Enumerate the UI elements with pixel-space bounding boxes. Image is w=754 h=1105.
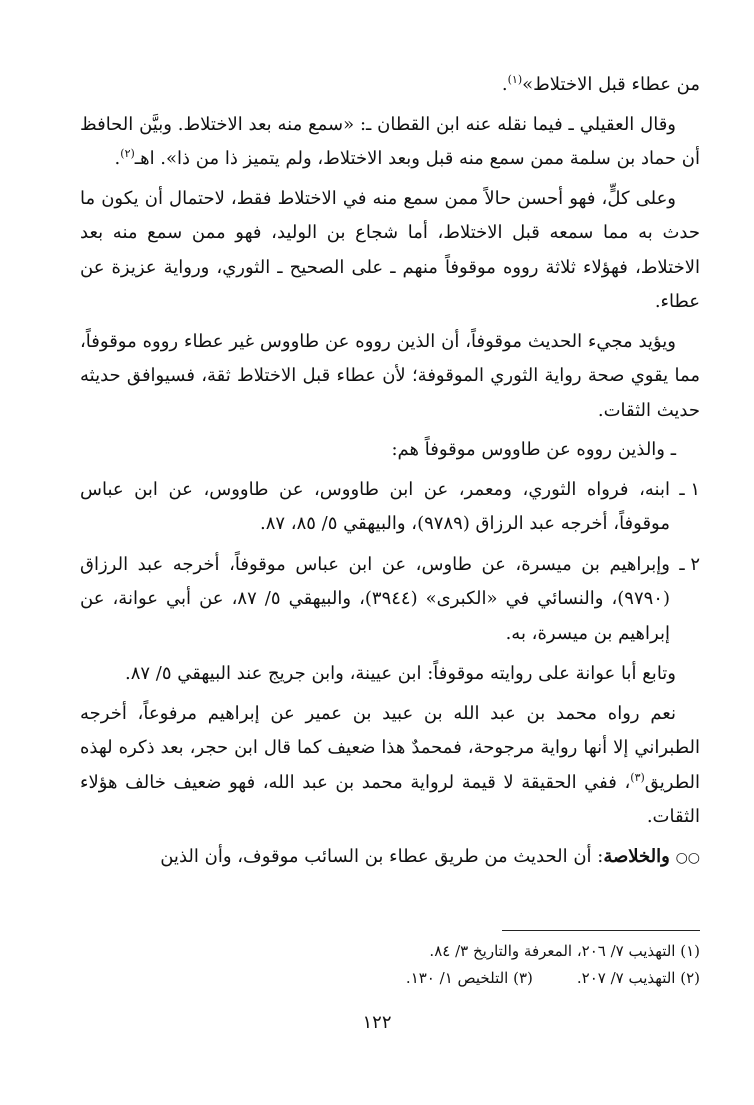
paragraph-7-text-a: نعم رواه محمد بن عبد الله بن عبيد بن عمير عن إبراهيم مرفوعاً، أخرجه الطبراني إلا أنها رواية مرجوحة، فمحمدٌ هذا ضعيف كما قال ابن حجر، بعد ذكره لهذه الطريق	[80, 702, 700, 793]
paragraph-3: وعلى كلٍّ، فهو أحسن حالاً ممن سمع منه في الاختلاط فقط، لاحتمال أن يكون ما حدث به مما سمعه قبل الاختلاط، أما شجاع بن الوليد، فهو ممن سمع منه بعد الاختلاط، فهؤلاء ثلاثة رووه موقوفاً منهم ـ على الصحيح ـ الثوري، ورواية عزيزة عن عطاء.	[80, 187, 701, 312]
paragraph-6: وتابع أبا عوانة على روايته موقوفاً: ابن عيينة، وابن جريج عند البيهقي ٥/ ٨٧.	[124, 663, 676, 684]
list-text: وإبراهيم بن ميسرة، عن طاوس، عن ابن عباس موقوفاً، أخرجه عبد الرزاق (٩٧٩٠)، والنسائي في «الكبرى» (٣٩٤٤)، والبيهقي ٥/ ٨٧، عن أبي عوانة، عن إبراهيم بن ميسرة، به.	[80, 553, 670, 644]
list-item	[80, 473, 700, 542]
footnote-divider	[502, 930, 700, 931]
summary-label: والخلاصة	[603, 845, 670, 867]
footnote-1: (١) التهذيب ٧/ ٢٠٦، المعرفة والتاريخ ٣/ ٨٤.	[429, 942, 700, 960]
paragraph-7	[80, 697, 700, 835]
footnote-ref-3[interactable]: (٣)	[630, 770, 645, 784]
paragraph-2-text: وقال العقيلي ـ فيما نقله عنه ابن القطان ـ: «سمع منه بعد الاختلاط. وبيَّن الحافظ أن حماد بن سلمة ممن سمع منه قبل وبعد الاختلاط، ولم يتميز ذا من ذا». اهـ	[80, 113, 700, 169]
list-text: ابنه، فرواه الثوري، ومعمر، عن ابن طاووس، عن طاووس، عن ابن عباس موقوفاً، أخرجه عبد الرزاق (٩٧٨٩)، والبيهقي ٥/ ٨٥، ٨٧.	[80, 478, 670, 534]
footnote-row	[80, 938, 700, 965]
main-text	[80, 68, 700, 880]
paragraph-2	[80, 108, 700, 177]
paragraph-8-text: : أن الحديث من طريق عطاء بن السائب موقوف، وأن الذين	[160, 845, 604, 867]
paragraph-1-tail: .	[501, 74, 508, 95]
paragraph-7-text-b: ، ففي الحقيقة لا قيمة لرواية محمد بن عبد الله، فهو ضعيف خالف هؤلاء الثقات.	[80, 771, 700, 827]
paragraph-1-text: من عطاء قبل الاختلاط»	[522, 74, 700, 95]
paragraph-2-tail: .	[114, 148, 121, 169]
footnotes	[80, 930, 700, 992]
paragraph-4: ويؤيد مجيء الحديث موقوفاً، أن الذين رووه عن طاووس غير عطاء رووه موقوفاً، مما يقوي صحة رواية الثوري الموقوفة؛ لأن عطاء قبل الاختلاط ثقة، فسيوافق حديثه حديث الثقات.	[80, 330, 700, 421]
list-number: ١ ـ	[679, 478, 700, 500]
list-item	[80, 548, 700, 652]
footnote-2: (٢) التهذيب ٧/ ٢٠٧.	[576, 969, 700, 987]
footnote-3: (٣) التلخيص ١/ ١٣٠.	[405, 969, 533, 987]
list-number: ٢ ـ	[679, 553, 700, 575]
page-number: ١٢٢	[362, 1012, 392, 1033]
paragraph-1	[80, 68, 700, 103]
footnote-ref-1[interactable]: (١)	[507, 73, 523, 86]
footnote-row	[80, 965, 700, 992]
circle-marker-icon: ○○	[675, 849, 700, 866]
paragraph-8	[80, 840, 700, 876]
footnote-ref-2[interactable]: (٢)	[120, 147, 135, 160]
paragraph-5: ـ والذين رووه عن طاووس موقوفاً هم:	[391, 439, 676, 460]
